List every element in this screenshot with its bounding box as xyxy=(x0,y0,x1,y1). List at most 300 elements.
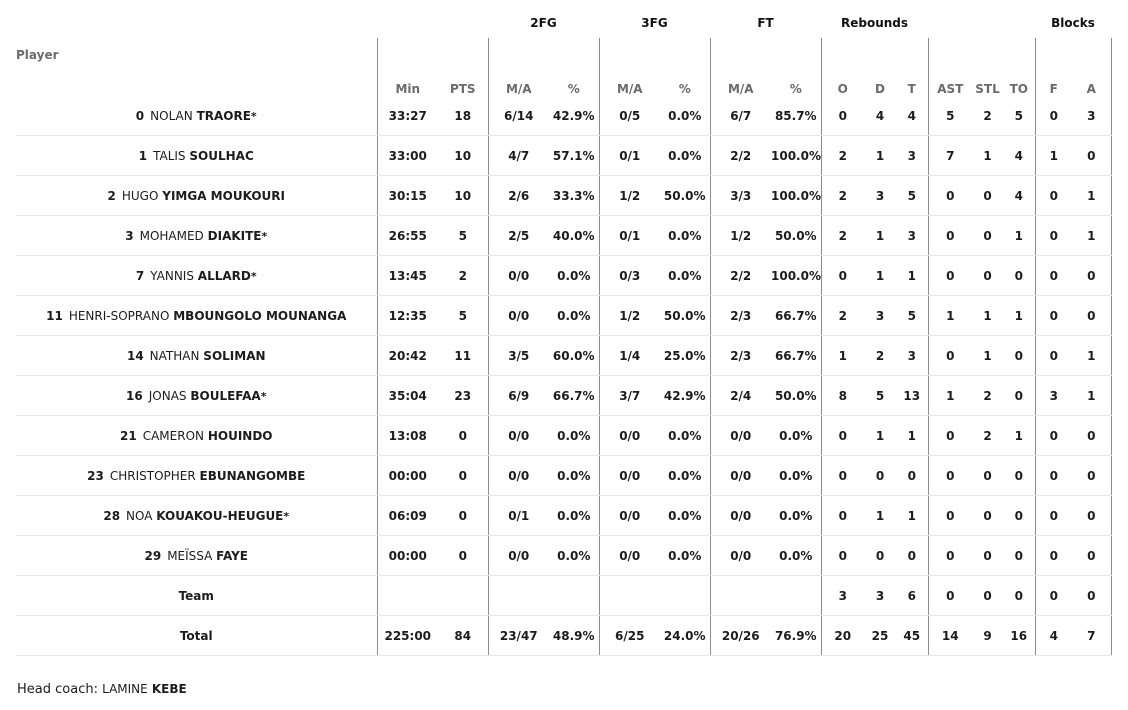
stat-blk-f: 0 xyxy=(1035,176,1072,216)
stat-reb-o: 0 xyxy=(821,96,864,136)
column-header-to: TO xyxy=(1009,82,1028,96)
stat-reb-o: 0 xyxy=(821,536,864,576)
stat-blk-f: 0 xyxy=(1035,216,1072,256)
stat-reb-d: 1 xyxy=(864,416,896,456)
column-header-blk-a: A xyxy=(1072,38,1111,96)
stat-2fg-ma: 0/0 xyxy=(488,416,549,456)
stat-blk-a: 1 xyxy=(1072,176,1111,216)
stat-2fg-pct: 0.0% xyxy=(549,296,599,336)
stat-pts xyxy=(438,576,488,616)
player-row-5 xyxy=(16,296,1111,336)
stat-stl: 0 xyxy=(972,536,1003,576)
player-first-name: NOA xyxy=(126,508,153,523)
stat-stl: 0 xyxy=(972,176,1003,216)
stat-ft-pct: 0.0% xyxy=(771,416,821,456)
player-number: 16 xyxy=(126,388,143,403)
column-header-pts: PTS xyxy=(449,82,476,96)
stat-ast: 0 xyxy=(928,536,972,576)
player-cell xyxy=(16,296,377,336)
stat-blk-f: 4 xyxy=(1035,616,1072,656)
stat-ft-ma: 20/26 xyxy=(710,616,771,656)
stat-ft-pct: 0.0% xyxy=(771,496,821,536)
stat-ft-ma: 3/3 xyxy=(710,176,771,216)
stat-ast: 0 xyxy=(928,176,972,216)
stat-blk-a: 0 xyxy=(1072,256,1111,296)
player-number: 23 xyxy=(87,468,104,483)
stat-blk-f: 0 xyxy=(1035,416,1072,456)
stat-to: 1 xyxy=(1003,416,1035,456)
stat-2fg-ma: 0/1 xyxy=(488,496,549,536)
player-cell xyxy=(16,176,377,216)
stat-ft-ma: 2/4 xyxy=(710,376,771,416)
stat-stl: 1 xyxy=(972,296,1003,336)
stat-reb-d: 0 xyxy=(864,536,896,576)
stat-ft-pct: 100.0% xyxy=(771,256,821,296)
stat-3fg-ma: 1/2 xyxy=(599,176,660,216)
stat-blk-a: 0 xyxy=(1072,456,1111,496)
stat-reb-d: 3 xyxy=(864,176,896,216)
stat-3fg-ma: 0/1 xyxy=(599,136,660,176)
stat-3fg-pct: 0.0% xyxy=(660,536,710,576)
stat-reb-d: 1 xyxy=(864,216,896,256)
player-number: 14 xyxy=(126,348,144,363)
stat-pts: 2 xyxy=(438,256,488,296)
column-header-min: Min xyxy=(377,38,438,96)
stat-blk-f: 1 xyxy=(1035,136,1072,176)
column-header-reb-o: O xyxy=(821,38,864,96)
stat-reb-o: 2 xyxy=(821,136,864,176)
player-number: 21 xyxy=(120,428,137,443)
stat-reb-o: 0 xyxy=(821,456,864,496)
stat-blk-f: 0 xyxy=(1035,96,1072,136)
stat-2fg-pct: 0.0% xyxy=(549,496,599,536)
stat-blk-f: 3 xyxy=(1035,376,1072,416)
stat-ft-ma: 2/2 xyxy=(710,256,771,296)
stat-reb-d: 5 xyxy=(864,376,896,416)
stat-ft-pct: 66.7% xyxy=(771,296,821,336)
stat-2fg-ma: 0/0 xyxy=(488,296,549,336)
stat-ft-pct: 85.7% xyxy=(771,96,821,136)
stat-ft-ma: 1/2 xyxy=(710,216,771,256)
stat-pts: 11 xyxy=(438,336,488,376)
stat-3fg-pct: 0.0% xyxy=(660,256,710,296)
stat-blk-f: 0 xyxy=(1035,256,1072,296)
stat-reb-o: 2 xyxy=(821,176,864,216)
column-header-ft-ma: M/A xyxy=(710,38,771,96)
player-last-name: MBOUNGOLO MOUNANGA xyxy=(173,308,347,323)
stat-reb-t: 1 xyxy=(896,496,928,536)
stat-ast: 0 xyxy=(928,576,972,616)
player-number: 7 xyxy=(135,268,145,283)
stat-blk-a: 0 xyxy=(1072,536,1111,576)
stat-ast: 7 xyxy=(928,136,972,176)
player-row-2 xyxy=(16,176,1111,216)
misc-group-spacer xyxy=(928,8,1035,38)
stat-reb-t: 3 xyxy=(896,216,928,256)
player-last-name: YIMGA MOUKOURI xyxy=(162,188,285,203)
stat-3fg-ma: 0/1 xyxy=(599,216,660,256)
player-row-10 xyxy=(16,496,1111,536)
column-header-2fg-ma: M/A xyxy=(488,38,549,96)
column-header-player: Player xyxy=(16,48,59,62)
stat-2fg-ma: 2/5 xyxy=(488,216,549,256)
player-row-6 xyxy=(16,336,1111,376)
player-last-name: HOUINDO xyxy=(207,428,273,443)
stat-blk-f: 0 xyxy=(1035,496,1072,536)
group-header-2fg: 2FG xyxy=(530,16,557,30)
stat-reb-o: 0 xyxy=(821,416,864,456)
head-coach-last-name: KEBE xyxy=(151,682,187,696)
starter-mark: * xyxy=(250,269,257,283)
stat-ast: 0 xyxy=(928,496,972,536)
stat-ast: 0 xyxy=(928,456,972,496)
player-first-name: YANNIS xyxy=(150,268,194,283)
stat-3fg-ma: 0/0 xyxy=(599,456,660,496)
stat-3fg-ma: 6/25 xyxy=(599,616,660,656)
group-header-row xyxy=(16,8,1111,38)
player-last-name: TRAORE xyxy=(196,108,251,123)
stat-3fg-ma: 3/7 xyxy=(599,376,660,416)
stat-2fg-ma: 0/0 xyxy=(488,536,549,576)
stat-ast: 0 xyxy=(928,256,972,296)
player-first-name: MEÏSSA xyxy=(167,548,213,563)
stat-2fg-ma: 3/5 xyxy=(488,336,549,376)
group-header-ft: FT xyxy=(757,16,774,30)
stat-2fg-pct: 33.3% xyxy=(549,176,599,216)
stat-2fg-ma: 0/0 xyxy=(488,456,549,496)
stat-ft-ma: 0/0 xyxy=(710,536,771,576)
stat-ft-ma: 0/0 xyxy=(710,456,771,496)
player-row-4 xyxy=(16,256,1111,296)
stat-ast: 5 xyxy=(928,96,972,136)
stat-to: 1 xyxy=(1003,216,1035,256)
stat-2fg-pct xyxy=(549,576,599,616)
stat-blk-a: 7 xyxy=(1072,616,1111,656)
stat-blk-a: 1 xyxy=(1072,336,1111,376)
stat-stl: 1 xyxy=(972,136,1003,176)
player-cell xyxy=(16,336,377,376)
stat-to: 4 xyxy=(1003,136,1035,176)
stat-3fg-pct: 50.0% xyxy=(660,176,710,216)
stat-2fg-ma: 6/14 xyxy=(488,96,549,136)
column-header-row xyxy=(16,38,1111,96)
stat-to: 0 xyxy=(1003,376,1035,416)
stat-blk-a: 3 xyxy=(1072,96,1111,136)
stat-reb-t: 0 xyxy=(896,456,928,496)
stat-ast: 0 xyxy=(928,416,972,456)
stat-3fg-pct: 0.0% xyxy=(660,416,710,456)
player-cell xyxy=(16,536,377,576)
stat-reb-t: 3 xyxy=(896,136,928,176)
player-cell xyxy=(16,456,377,496)
column-header-3fg-ma: M/A xyxy=(599,38,660,96)
player-number: 2 xyxy=(107,188,116,203)
stat-pts: 23 xyxy=(438,376,488,416)
stat-reb-t: 13 xyxy=(896,376,928,416)
stat-to: 1 xyxy=(1003,296,1035,336)
starter-mark: * xyxy=(250,109,257,123)
stat-ft-ma: 0/0 xyxy=(710,496,771,536)
stat-stl: 0 xyxy=(972,576,1003,616)
stat-blk-a: 0 xyxy=(1072,296,1111,336)
stat-blk-a: 0 xyxy=(1072,496,1111,536)
stat-ft-pct: 50.0% xyxy=(771,376,821,416)
stat-reb-d: 25 xyxy=(864,616,896,656)
starter-mark: * xyxy=(260,389,267,403)
stat-ft-ma xyxy=(710,576,771,616)
player-cell xyxy=(16,216,377,256)
stat-3fg-pct: 0.0% xyxy=(660,496,710,536)
player-last-name: FAYE xyxy=(216,548,249,563)
stat-blk-f: 0 xyxy=(1035,336,1072,376)
stat-reb-d: 4 xyxy=(864,96,896,136)
stat-to: 0 xyxy=(1003,496,1035,536)
stat-ft-pct: 66.7% xyxy=(771,336,821,376)
stat-2fg-ma: 23/47 xyxy=(488,616,549,656)
stat-stl: 9 xyxy=(972,616,1003,656)
stat-reb-t: 6 xyxy=(896,576,928,616)
column-header-ast: AST xyxy=(928,38,972,96)
stat-min: 06:09 xyxy=(377,496,438,536)
stat-pts: 5 xyxy=(438,296,488,336)
player-first-name: MOHAMED xyxy=(139,228,204,243)
team-row xyxy=(16,576,1111,616)
stat-stl: 0 xyxy=(972,256,1003,296)
group-header-3fg: 3FG xyxy=(641,16,668,30)
stat-3fg-ma: 1/4 xyxy=(599,336,660,376)
stat-min: 13:08 xyxy=(377,416,438,456)
stat-reb-o: 8 xyxy=(821,376,864,416)
stat-min: 13:45 xyxy=(377,256,438,296)
stat-ft-ma: 2/3 xyxy=(710,296,771,336)
stat-ft-ma: 2/3 xyxy=(710,336,771,376)
stat-ast: 1 xyxy=(928,376,972,416)
stat-ast: 14 xyxy=(928,616,972,656)
stat-reb-t: 1 xyxy=(896,416,928,456)
head-coach-first-name: LAMINE xyxy=(102,682,148,696)
stat-pts: 0 xyxy=(438,456,488,496)
stat-blk-f: 0 xyxy=(1035,576,1072,616)
stat-min: 00:00 xyxy=(377,456,438,496)
player-number: 3 xyxy=(125,228,134,243)
stat-ast: 0 xyxy=(928,336,972,376)
stat-2fg-pct: 0.0% xyxy=(549,416,599,456)
stat-2fg-pct: 40.0% xyxy=(549,216,599,256)
stat-3fg-ma xyxy=(599,576,660,616)
stat-min: 33:27 xyxy=(377,96,438,136)
stat-blk-a: 0 xyxy=(1072,136,1111,176)
player-first-name: JONAS xyxy=(148,388,187,403)
column-header-blk-f: F xyxy=(1035,38,1072,96)
player-row-7 xyxy=(16,376,1111,416)
stat-stl: 1 xyxy=(972,336,1003,376)
stat-3fg-ma: 1/2 xyxy=(599,296,660,336)
stat-reb-o: 20 xyxy=(821,616,864,656)
stat-to: 0 xyxy=(1003,576,1035,616)
stat-2fg-ma xyxy=(488,576,549,616)
stat-reb-o: 2 xyxy=(821,216,864,256)
group-header-blocks: Blocks xyxy=(1051,16,1095,30)
player-last-name: SOLIMAN xyxy=(203,348,266,363)
stat-blk-f: 0 xyxy=(1035,456,1072,496)
player-number: 1 xyxy=(138,148,148,163)
stat-reb-t: 45 xyxy=(896,616,928,656)
stat-min: 26:55 xyxy=(377,216,438,256)
stat-stl: 0 xyxy=(972,496,1003,536)
stat-reb-o: 0 xyxy=(821,496,864,536)
player-last-name: BOULEFAA xyxy=(190,388,261,403)
stat-reb-t: 0 xyxy=(896,536,928,576)
stat-pts: 5 xyxy=(438,216,488,256)
stat-3fg-ma: 0/0 xyxy=(599,536,660,576)
stat-reb-o: 0 xyxy=(821,256,864,296)
stat-ast: 0 xyxy=(928,216,972,256)
player-number: 11 xyxy=(46,308,63,323)
stat-reb-d: 1 xyxy=(864,496,896,536)
player-row-0 xyxy=(16,96,1111,136)
stat-blk-f: 0 xyxy=(1035,536,1072,576)
player-cell xyxy=(16,136,377,176)
stat-blk-a: 1 xyxy=(1072,376,1111,416)
stat-stl: 2 xyxy=(972,376,1003,416)
stat-pts: 10 xyxy=(438,136,488,176)
player-row-9 xyxy=(16,456,1111,496)
stat-to: 5 xyxy=(1003,96,1035,136)
stat-ast: 1 xyxy=(928,296,972,336)
stat-2fg-pct: 66.7% xyxy=(549,376,599,416)
stat-3fg-ma: 0/0 xyxy=(599,416,660,456)
stat-reb-o: 1 xyxy=(821,336,864,376)
stat-ft-ma: 6/7 xyxy=(710,96,771,136)
head-coach-line xyxy=(17,682,187,697)
stat-3fg-pct: 0.0% xyxy=(660,96,710,136)
stat-2fg-pct: 42.9% xyxy=(549,96,599,136)
stat-reb-o: 3 xyxy=(821,576,864,616)
player-row-8 xyxy=(16,416,1111,456)
stat-to: 0 xyxy=(1003,336,1035,376)
stat-blk-f: 0 xyxy=(1035,296,1072,336)
stat-ft-ma: 0/0 xyxy=(710,416,771,456)
stat-3fg-pct: 42.9% xyxy=(660,376,710,416)
stat-reb-d: 1 xyxy=(864,136,896,176)
stat-3fg-ma: 0/0 xyxy=(599,496,660,536)
player-last-name: KOUAKOU-HEUGUE xyxy=(156,508,284,523)
column-header-reb-d: D xyxy=(875,82,885,96)
column-header-3fg-pct: % xyxy=(678,82,691,96)
stat-3fg-pct xyxy=(660,576,710,616)
stat-reb-t: 5 xyxy=(896,176,928,216)
starter-mark: * xyxy=(261,229,268,243)
stat-pts: 10 xyxy=(438,176,488,216)
total-label: Total xyxy=(16,616,377,656)
stat-reb-d: 2 xyxy=(864,336,896,376)
stat-ft-pct: 0.0% xyxy=(771,456,821,496)
team-label: Team xyxy=(16,576,377,616)
player-number: 0 xyxy=(135,108,145,123)
player-first-name: CHRISTOPHER xyxy=(109,468,196,483)
column-header-ft-pct: % xyxy=(789,82,802,96)
stat-ft-pct: 50.0% xyxy=(771,216,821,256)
stat-2fg-ma: 2/6 xyxy=(488,176,549,216)
stat-min: 30:15 xyxy=(377,176,438,216)
stat-ft-ma: 2/2 xyxy=(710,136,771,176)
stat-3fg-pct: 50.0% xyxy=(660,296,710,336)
stat-pts: 18 xyxy=(438,96,488,136)
stat-2fg-ma: 4/7 xyxy=(488,136,549,176)
stat-2fg-ma: 0/0 xyxy=(488,256,549,296)
stat-2fg-pct: 57.1% xyxy=(549,136,599,176)
player-cell xyxy=(16,376,377,416)
stat-to: 0 xyxy=(1003,536,1035,576)
stat-2fg-pct: 0.0% xyxy=(549,256,599,296)
player-last-name: EBUNANGOMBE xyxy=(199,468,306,483)
player-cell xyxy=(16,256,377,296)
stat-3fg-pct: 24.0% xyxy=(660,616,710,656)
stat-to: 16 xyxy=(1003,616,1035,656)
stat-reb-t: 3 xyxy=(896,336,928,376)
player-first-name: HENRI-SOPRANO xyxy=(68,308,170,323)
player-number: 29 xyxy=(144,548,162,563)
player-cell xyxy=(16,496,377,536)
stat-2fg-ma: 6/9 xyxy=(488,376,549,416)
player-last-name: ALLARD xyxy=(197,268,251,283)
stat-pts: 0 xyxy=(438,496,488,536)
player-row-1 xyxy=(16,136,1111,176)
column-header-stl: STL xyxy=(975,82,1000,96)
stat-3fg-pct: 0.0% xyxy=(660,456,710,496)
stat-pts: 0 xyxy=(438,536,488,576)
stat-min xyxy=(377,576,438,616)
stat-pts: 84 xyxy=(438,616,488,656)
player-row-11 xyxy=(16,536,1111,576)
stat-to: 4 xyxy=(1003,176,1035,216)
stat-ft-pct: 100.0% xyxy=(771,176,821,216)
stat-min: 20:42 xyxy=(377,336,438,376)
stat-3fg-ma: 0/3 xyxy=(599,256,660,296)
player-first-name: TALIS xyxy=(153,148,186,163)
stat-ft-pct xyxy=(771,576,821,616)
stat-reb-d: 3 xyxy=(864,576,896,616)
player-last-name: DIAKITE xyxy=(207,228,262,243)
stat-min: 35:04 xyxy=(377,376,438,416)
stat-blk-a: 0 xyxy=(1072,576,1111,616)
stat-2fg-pct: 0.0% xyxy=(549,456,599,496)
group-header-rebounds: Rebounds xyxy=(841,16,909,30)
starter-mark: * xyxy=(283,509,290,523)
stat-ft-pct: 100.0% xyxy=(771,136,821,176)
player-first-name: NATHAN xyxy=(149,348,200,363)
stat-blk-a: 1 xyxy=(1072,216,1111,256)
player-last-name: SOULHAC xyxy=(189,148,254,163)
stat-stl: 0 xyxy=(972,456,1003,496)
stat-3fg-pct: 25.0% xyxy=(660,336,710,376)
column-header-2fg-pct: % xyxy=(567,82,580,96)
minutes-points-group-spacer xyxy=(377,8,488,38)
stat-3fg-ma: 0/5 xyxy=(599,96,660,136)
stat-min: 00:00 xyxy=(377,536,438,576)
total-row xyxy=(16,616,1111,656)
stat-reb-t: 4 xyxy=(896,96,928,136)
stat-reb-t: 5 xyxy=(896,296,928,336)
player-first-name: NOLAN xyxy=(150,108,193,123)
stat-stl: 2 xyxy=(972,416,1003,456)
stat-reb-d: 1 xyxy=(864,256,896,296)
stat-3fg-pct: 0.0% xyxy=(660,216,710,256)
player-first-name: HUGO xyxy=(121,188,159,203)
player-cell xyxy=(16,96,377,136)
stat-min: 12:35 xyxy=(377,296,438,336)
stat-to: 0 xyxy=(1003,256,1035,296)
